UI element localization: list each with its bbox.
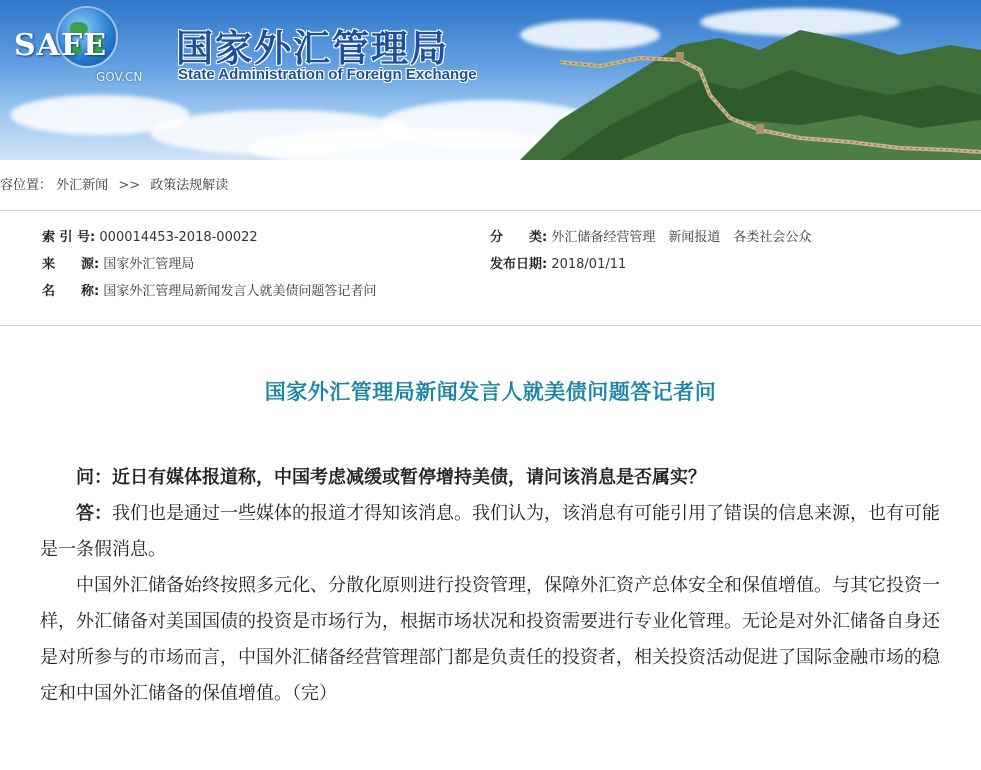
article-body	[40, 460, 940, 712]
meta-index-key: 索 引 号:	[42, 230, 96, 245]
site-title: 国家外汇管理局	[176, 27, 449, 70]
question-paragraph: 问：近日有媒体报道称，中国考虑减缓或暂停增持美债，请问该消息是否属实？	[76, 467, 706, 488]
meta-name-key: 名 称:	[42, 284, 100, 299]
meta-date	[490, 253, 626, 272]
answer-label: 答：	[76, 503, 112, 524]
meta-index	[42, 226, 258, 245]
breadcrumb-link-news[interactable]: 外汇新闻	[56, 178, 109, 193]
meta-index-value: 000014453-2018-00022	[99, 230, 258, 245]
divider	[0, 325, 981, 326]
header-banner	[0, 0, 981, 160]
meta-source	[42, 253, 194, 272]
meta-date-key: 发布日期:	[490, 257, 548, 272]
site-subtitle: State Administration of Foreign Exchange	[178, 66, 477, 83]
meta-category-key: 分 类:	[490, 230, 548, 245]
answer-paragraph	[40, 496, 940, 568]
great-wall-mountains-image	[0, 0, 981, 160]
meta-source-value: 国家外汇管理局	[103, 257, 195, 272]
article-title: 国家外汇管理局新闻发言人就美债问题答记者问	[264, 380, 717, 404]
breadcrumb-separator: >>	[118, 178, 141, 193]
meta-source-key: 来 源:	[42, 257, 100, 272]
breadcrumb	[0, 172, 228, 200]
divider	[0, 210, 981, 211]
logo-text: SAFE	[14, 28, 108, 63]
meta-name-value: 国家外汇管理局新闻发言人就美债问题答记者问	[103, 284, 377, 299]
answer-text: 我们也是通过一些媒体的报道才得知该消息。我们认为，该消息有可能引用了错误的信息来源，也有可能是一条假消息。	[40, 503, 940, 560]
meta-date-value: 2018/01/11	[551, 257, 627, 272]
body-paragraph: 中国外汇储备始终按照多元化、分散化原则进行投资管理，保障外汇资产总体安全和保值增值。与其它投资一样，外汇储备对美国国债的投资是市场行为，根据市场状况和投资需要进行专业化管理。无论是对外汇储备自身还是对所参与的市场而言，中国外汇储备经营管理部门都是负责任的投资者，相关投资活动促进了国际金融市场的稳定和中国外汇储备的保值增值。（完）	[40, 575, 940, 704]
breadcrumb-label: 容位置：	[0, 178, 53, 193]
meta-name	[42, 280, 376, 299]
meta-category	[490, 226, 811, 245]
logo-domain: GOV.CN	[96, 70, 143, 84]
meta-category-value: 外汇储备经营管理 新闻报道 各类社会公众	[551, 230, 812, 245]
breadcrumb-link-policy[interactable]: 政策法规解读	[150, 178, 229, 193]
